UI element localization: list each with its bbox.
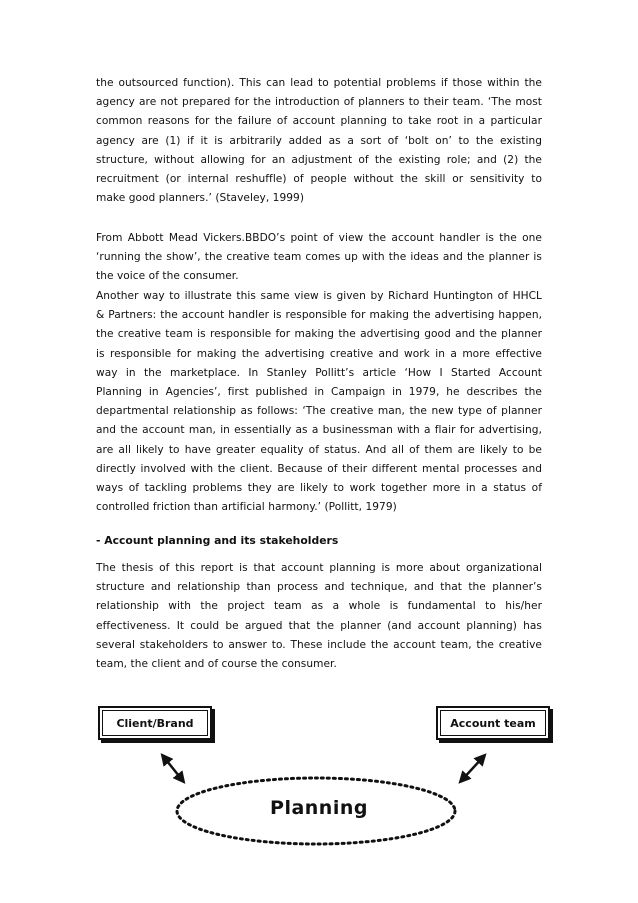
stakeholder-diagram [0,690,638,903]
paragraph-thesis [96,559,542,674]
planning-label: Planning [270,797,368,819]
text-line: The thesis of this report is that account planning is more about organizational [96,562,542,574]
text-line: controlled friction than artificial harmony.’ (Pollitt, 1979) [96,501,397,514]
text-line: and the account man, in essentially as a businessman with a flair for advertising, [96,424,542,437]
text-line: agency are (1) if it is arbitrarily added as a sort of ‘bolt on’ to the existing [96,134,542,147]
paragraph-staveley [96,74,542,208]
text-line: the voice of the consumer. [96,270,239,283]
paragraph-amv-bbdo [96,229,542,287]
text-line: are all likely to have greater equality of status. And all of them are likely to be [96,443,542,456]
text-line: agency are not prepared for the introduction of planners to their team. ‘The most [96,96,542,109]
text-line: common reasons for the failure of account planning to take root in a particular [96,115,542,128]
text-line: effectiveness. It could be argued that the planner (and account planning) has [96,619,542,632]
text-line: From Abbott Mead Vickers.BBDO’s point of view the account handler is the one [96,232,542,244]
client-brand-label: Client/Brand [116,716,194,730]
section-heading: - Account planning and its stakeholders [96,534,339,547]
text-line: ways of tackling problems they are likely to work together more in a status of [96,481,542,494]
text-line: Planning in Agencies’, first published in Campaign in 1979, he describes the [96,385,542,398]
text-line: structure and relationship than process and technique, and that the planner’s [96,581,542,594]
account-team-box [436,706,550,740]
text-line: make good planners.’ (Staveley, 1999) [96,192,305,205]
double-arrow-icon [461,756,484,781]
text-line: & Partners: the account handler is responsible for making the advertising happen, [96,309,542,322]
double-arrow-icon [163,756,183,781]
text-line: team, the client and of course the consumer. [96,657,337,670]
text-line: structure, without allowing for an adjustment of the existing role; and (2) the [96,153,542,166]
text-line: directly involved with the client. Because of their different mental processes and [96,462,542,475]
text-line: the outsourced function). This can lead to potential problems if those within the [96,77,542,89]
text-line: is responsible for making the advertising creative and work in a more effective [96,347,542,360]
text-line: several stakeholders to answer to. These include the account team, the creative [96,638,542,651]
text-line: recruitment (or internal reshuffle) of people without the skill or sensitivity to [96,172,542,185]
paragraph-huntington-pollitt [96,287,542,517]
text-line: the creative team is responsible for making the advertising good and the planner [96,328,542,341]
text-line: departmental relationship as follows: ‘The creative man, the new type of planner [96,405,542,418]
client-brand-box [98,706,212,740]
text-line: Another way to illustrate this same view is given by Richard Huntington of HHCL [96,290,542,302]
text-line: ‘running the show’, the creative team comes up with the ideas and the planner is [96,251,542,264]
text-line: way in the marketplace. In Stanley Pollitt’s article ‘How I Started Account [96,366,542,379]
text-line: relationship with the project team as a whole is fundamental to his/her [96,600,542,613]
account-team-label: Account team [450,716,536,730]
